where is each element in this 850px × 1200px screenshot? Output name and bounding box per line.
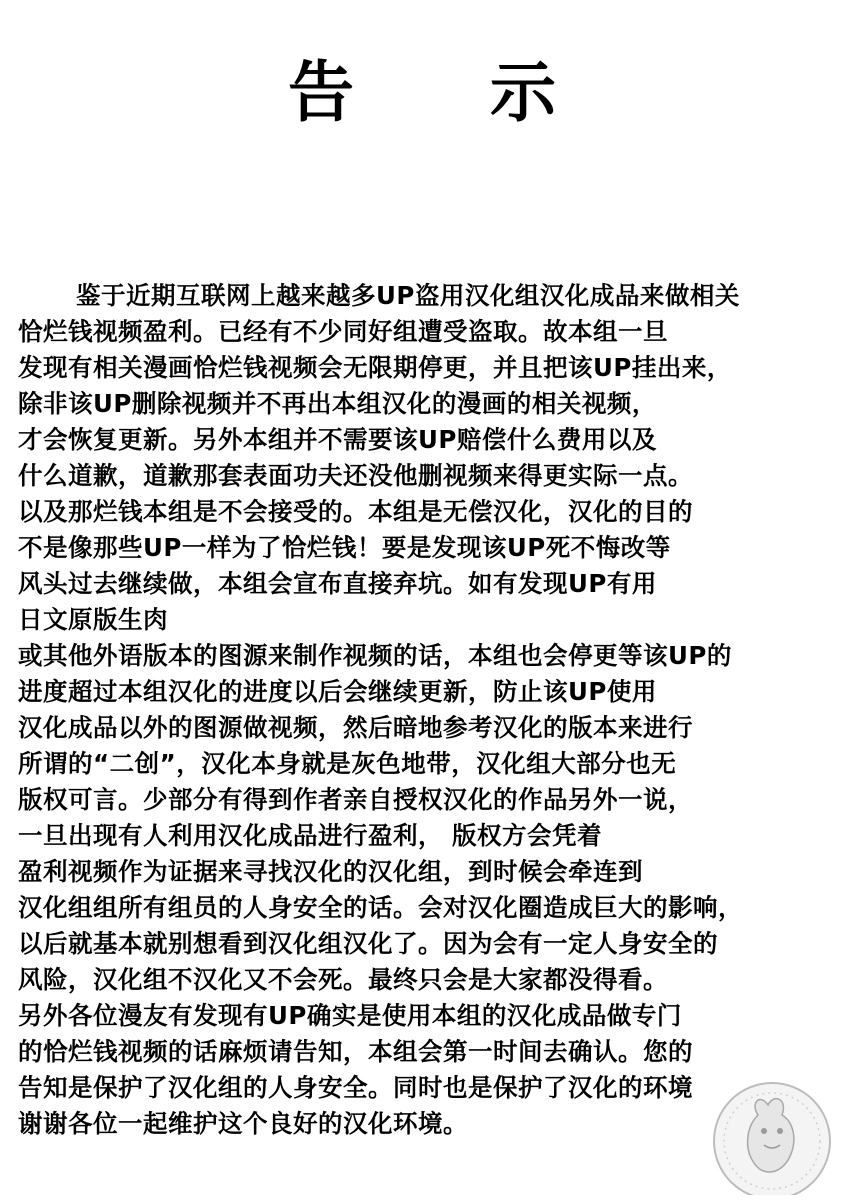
text-line: 恰烂钱视频盈利。已经有不少同好组遭受盗取。故本组一旦 bbox=[18, 317, 668, 346]
text-line: 风头过去继续做，本组会宣布直接弃坑。如有发现UP有用 bbox=[18, 569, 657, 598]
text-line: 除非该UP删除视频并不再出本组汉化的漫画的相关视频， bbox=[18, 389, 657, 418]
text-line: 日文原版生肉 bbox=[18, 605, 168, 634]
title-char-2: 示 bbox=[490, 54, 556, 131]
text-line: 版权可言。少部分有得到作者亲自授权汉化的作品另外一说， bbox=[18, 785, 693, 814]
text-line: 告知是保护了汉化组的人身安全。同时也是保护了汉化的环境 bbox=[18, 1073, 693, 1102]
text-line: 一旦出现有人利用汉化成品进行盈利， 版权方会凭着 bbox=[18, 821, 603, 850]
notice-title bbox=[0, 48, 850, 138]
text-line: 汉化成品以外的图源做视频，然后暗地参考汉化的版本来进行 bbox=[18, 713, 693, 742]
text-line: 风险，汉化组不汉化又不会死。最终只会是大家都没得看。 bbox=[18, 965, 668, 994]
text-line: 另外各位漫友有发现有UP确实是使用本组的汉化成品做专门 bbox=[18, 1001, 682, 1030]
text-line: 鉴于近期互联网上越来越多UP盗用汉化组汉化成品来做相关 bbox=[76, 281, 740, 310]
text-line: 以及那烂钱本组是不会接受的。本组是无偿汉化，汉化的目的 bbox=[18, 497, 693, 526]
text-line: 发现有相关漫画恰烂钱视频会无限期停更，并且把该UP挂出来， bbox=[18, 353, 732, 382]
text-line: 的恰烂钱视频的话麻烦请告知，本组会第一时间去确认。您的 bbox=[18, 1037, 693, 1066]
text-line: 才会恢复更新。另外本组并不需要该UP赔偿什么费用以及 bbox=[18, 425, 657, 454]
text-line: 以后就基本就别想看到汉化组汉化了。因为会有一定人身安全的 bbox=[18, 929, 718, 958]
title-char-1: 告 bbox=[288, 54, 354, 131]
text-line: 不是像那些UP一样为了恰烂钱！要是发现该UP死不悔改等 bbox=[18, 533, 671, 562]
text-line: 所谓的“二创”，汉化本身就是灰色地带，汉化组大部分也无 bbox=[18, 749, 677, 778]
text-line: 进度超过本组汉化的进度以后会继续更新，防止该UP使用 bbox=[18, 677, 657, 706]
text-line: 汉化组组所有组员的人身安全的话。会对汉化圈造成巨大的影响， bbox=[18, 893, 743, 922]
text-line: 谢谢各位一起维护这个良好的汉化环境。 bbox=[18, 1109, 468, 1138]
text-line: 盈利视频作为证据来寻找汉化的汉化组，到时候会牵连到 bbox=[18, 857, 643, 886]
watermark-seal-icon bbox=[700, 1075, 840, 1195]
text-line: 什么道歉，道歉那套表面功夫还没他删视频来得更实际一点。 bbox=[18, 461, 693, 490]
text-line: 或其他外语版本的图源来制作视频的话，本组也会停更等该UP的 bbox=[18, 641, 732, 670]
